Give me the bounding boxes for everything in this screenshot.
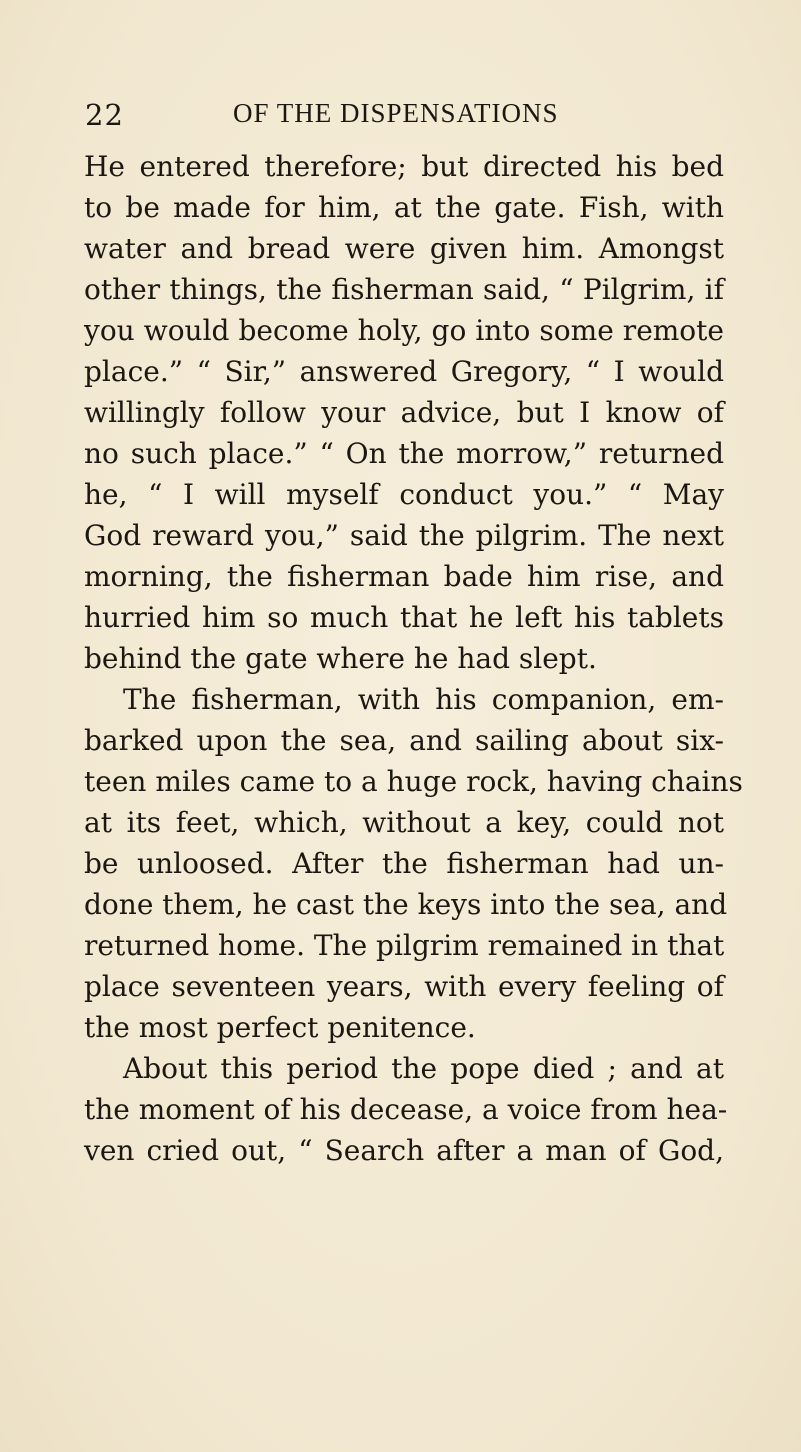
text-line: The fisherman, with his companion, em- [123,683,724,716]
text-line: he, “ I will myself conduct you.” “ May [84,478,724,511]
text-line: at its feet, which, without a key, could not [84,806,724,839]
text-line: be unloosed. After the fisherman had un- [84,847,724,880]
running-head: OF THE DISPENSATIONS [233,98,559,128]
text-line: God reward you,” said the pilgrim. The next [84,519,724,552]
page-number: 22 [85,98,124,132]
text-line: ven cried out, “ Search after a man of God, [84,1134,724,1167]
text-line: place seventeen years, with every feeling of [84,970,724,1003]
text-line: to be made for him, at the gate. Fish, with [84,191,724,224]
page-header [0,98,801,138]
text-line: place.” “ Sir,” answered Gregory, “ I would [84,355,724,388]
body-text [84,146,743,1171]
text-line: teen miles came to a huge rock, having chains [84,765,743,798]
text-line: About this period the pope died ; and at [123,1052,724,1085]
text-line: the most perfect penitence. [84,1011,476,1044]
text-line: the moment of his decease, a voice from hea- [84,1093,728,1126]
text-line: hurried him so much that he left his tablets [84,601,724,634]
text-line: returned home. The pilgrim remained in that [84,929,725,962]
text-line: morning, the fisherman bade him rise, and [84,560,724,593]
text-line: water and bread were given him. Amongst [84,232,724,265]
text-line: no such place.” “ On the morrow,” returned [84,437,724,470]
text-line: barked upon the sea, and sailing about six- [84,724,724,757]
text-line: done them, he cast the keys into the sea, and [84,888,728,921]
text-line: willingly follow your advice, but I know of [84,396,724,429]
text-line: other things, the fisherman said, “ Pilgrim, if [84,273,724,306]
text-line: behind the gate where he had slept. [84,642,597,675]
text-line: He entered therefore; but directed his bed [84,150,724,183]
text-line: you would become holy, go into some remote [84,314,724,347]
